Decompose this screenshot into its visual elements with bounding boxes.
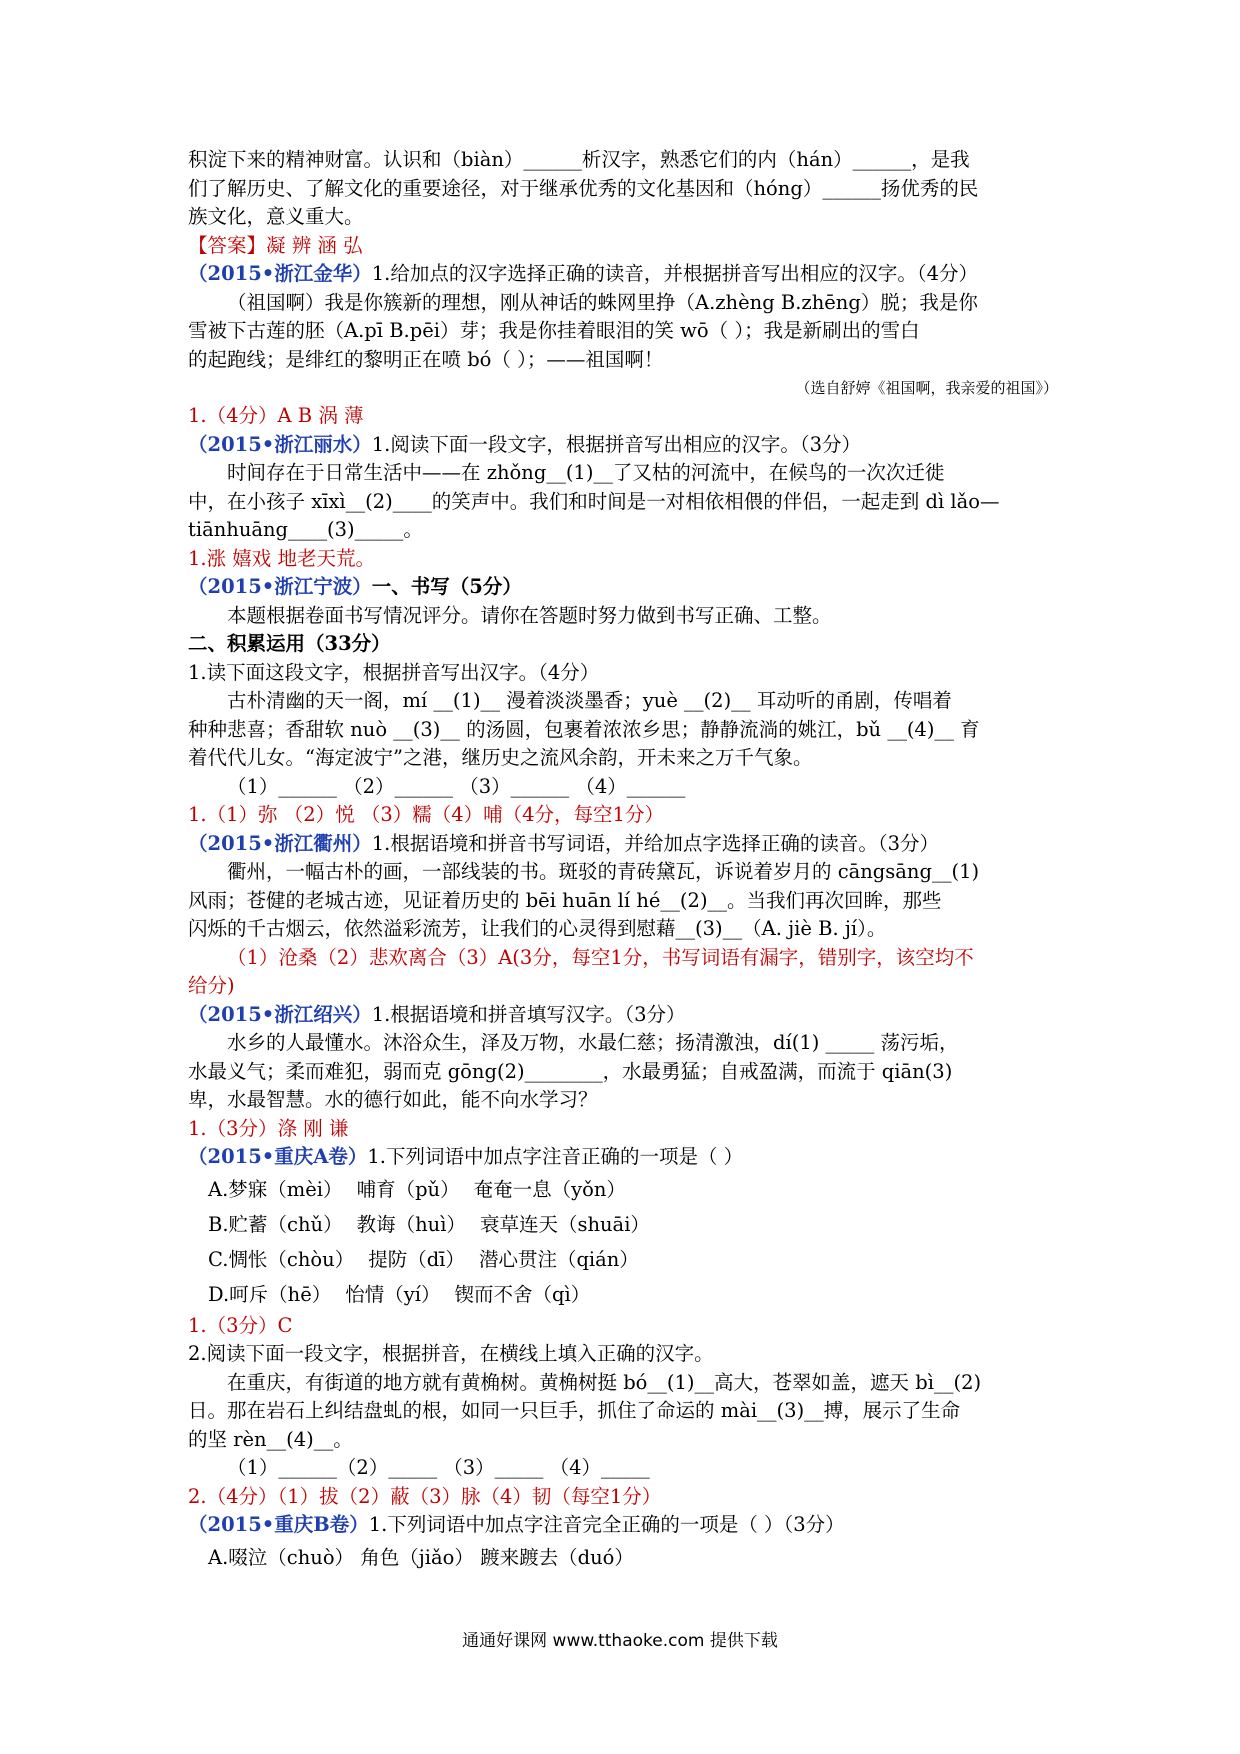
question-header	[188, 1143, 1058, 1172]
option-item: 锲而不舍（qì）	[454, 1282, 591, 1306]
document-body	[188, 146, 1058, 1575]
option-item: 怡情（yí）	[345, 1282, 441, 1306]
text-line: 卑，水最智慧。水的德行如此，能不向水学习？	[188, 1088, 598, 1111]
source-tag: （2015•浙江衢州）	[188, 831, 372, 855]
text-line: 风雨；苍健的老城古迹，见证着历史的 bēi huān lí hé__(2)__。当我们再次回眸，那些	[188, 888, 942, 912]
question-header	[188, 573, 1058, 602]
option-item: 哺育（pǔ）	[356, 1177, 460, 1201]
text-line: 日。那在岩石上纠结盘虬的根，如同一只巨手，抓住了命运的 mài__(3)__搏，展示了生命	[188, 1399, 961, 1422]
question-header	[188, 260, 1058, 289]
question-prompt: 1.根据语境和拼音书写词语，并给加点字选择正确的读音。（3分）	[371, 831, 940, 855]
answer-line: 【答案】凝 辨 涵 弘	[188, 233, 363, 257]
text-line: 衢州，一幅古朴的画，一部线装的书。斑驳的青砖黛瓦，诉说着岁月的 cāngsāng__(1)	[227, 860, 980, 883]
text-line: 闪烁的千古烟云，依然溢彩流芳，让我们的心灵得到慰藉__(3)__（A. jiè B. jí）。	[188, 917, 887, 940]
question-prompt: 1.给加点的汉字选择正确的读音，并根据拼音写出相应的汉字。（4分）	[371, 262, 979, 285]
question-header	[188, 1001, 1058, 1030]
text-line: 雪被下古莲的胚（A.pī B.pēi）芽；我是你挂着眼泪的笑 wō（ ）；我是新刷出的雪白	[188, 319, 920, 342]
text-line: 的坚 rèn__(4)__。	[188, 1427, 353, 1451]
citation-line: （选自舒婷《祖国啊，我亲爱的祖国》）	[795, 379, 1058, 397]
source-tag: （2015•浙江金华）	[188, 262, 372, 285]
option-line	[208, 1242, 1058, 1277]
text-line: 二、积累运用（33分）	[188, 632, 391, 655]
text-line: 积淀下来的精神财富。认识和（biàn）______析汉字，熟悉它们的内（hán）______，是我	[188, 148, 970, 171]
source-tag: （2015•重庆A卷）	[188, 1145, 368, 1168]
option-item: 教诲（huì）	[356, 1212, 466, 1236]
option-item: A.梦寐（mèi）	[208, 1177, 343, 1201]
text-line: （1）______ （2）______ （3）______ （4）______	[227, 774, 686, 798]
text-line: 种种悲喜；香甜软 nuò __(3)__ 的汤圆，包裹着浓浓乡思；静静流淌的姚江，bǔ __(4)__ 育	[188, 717, 980, 741]
option-line	[208, 1207, 1058, 1242]
answer-line: 1.（3分）C	[188, 1313, 293, 1337]
answer-line: 1.涨 嬉戏 地老天荒。	[188, 546, 376, 570]
option-item: B.贮蓄（chǔ）	[208, 1212, 343, 1236]
page-footer: 通通好课网 www.tthaoke.com 提供下载	[462, 1631, 778, 1651]
text-line: （1）______（2）_____ （3）_____ （4）_____	[227, 1456, 650, 1479]
question-header	[188, 830, 1058, 859]
question-prompt: 一、书写（5分）	[371, 575, 522, 598]
answer-line: 1.（3分）涤 刚 谦	[188, 1116, 349, 1140]
text-line: （祖国啊）我是你簇新的理想，刚从神话的蛛网里挣（A.zhèng B.zhēng）脱；我是你	[227, 290, 978, 314]
question-prompt: 1.下列词语中加点字注音正确的一项是（ ）	[367, 1145, 744, 1168]
question-prompt: 1.下列词语中加点字注音完全正确的一项是（ ）（3分）	[368, 1513, 845, 1536]
option-item: 奄奄一息（yǒn）	[473, 1177, 626, 1201]
question-prompt: 1.根据语境和拼音填写汉字。（3分）	[371, 1002, 686, 1026]
answer-line: （1）沧桑（2）悲欢离合（3）A(3分，每空1分，书写词语有漏字，错别字，该空均不	[227, 945, 974, 969]
text-line: 的起跑线；是绯红的黎明正在喷 bó（ ）；——祖国啊！	[188, 347, 664, 371]
option-item: D.呵斥（hē）	[208, 1282, 332, 1306]
answer-line: 1.（4分）A B 涡 薄	[188, 404, 364, 427]
option-line: A.啜泣（chuò） 角色（jiǎo） 踱来踱去（duó）	[208, 1545, 634, 1569]
source-tag: （2015•浙江宁波）	[188, 575, 372, 598]
text-line: 着代代儿女。“海定波宁”之港，继历史之流风余韵，开未来之万千气象。	[188, 746, 813, 769]
text-line: 族文化，意义重大。	[188, 205, 364, 228]
text-line: 在重庆，有街道的地方就有黄桷树。黄桷树挺 bó__(1)__高大，苍翠如盖，遮天 bì__(2)	[227, 1370, 982, 1394]
option-item: C.惆怅（chòu）	[208, 1247, 355, 1271]
option-line	[208, 1172, 1058, 1207]
answer-line: 2.（4分）（1）拔（2）蔽（3）脉（4）韧（每空1分）	[188, 1484, 662, 1508]
answer-line: 1.（1）弥 （2）悦 （3）糯（4）哺（4分，每空1分）	[188, 803, 664, 826]
source-tag: （2015•浙江丽水）	[188, 432, 372, 456]
text-line: 2.阅读下面一段文字，根据拼音，在横线上填入正确的汉字。	[188, 1342, 714, 1365]
text-line: 古朴清幽的天一阁，mí __(1)__ 漫着淡淡墨香；yuè __(2)__ 耳动听的甬剧，传唱着	[227, 689, 952, 712]
option-item: 衰草连天（shuāi）	[479, 1212, 650, 1236]
text-line: 水乡的人最懂水。沐浴众生，泽及万物，水最仁慈；扬清激浊，dí(1) _____ 荡污垢，	[227, 1031, 959, 1054]
text-line: 们了解历史、了解文化的重要途径，对于继承优秀的文化基因和（hóng）______扬优秀的民	[188, 176, 979, 200]
source-tag: （2015•浙江绍兴）	[188, 1002, 372, 1026]
option-item: 潜心贯注（qián）	[478, 1247, 639, 1271]
answer-line: 给分)	[188, 974, 235, 997]
text-line: 水最义气；柔而难犯，弱而克 gōng(2)________，水最勇猛；自戒盈满，而流于 qiān(3)	[188, 1059, 953, 1083]
option-line	[208, 1277, 1058, 1312]
question-header	[188, 431, 1058, 460]
text-line: 时间存在于日常生活中——在 zhǒng__(1)__了又枯的河流中，在候鸟的一次次迁徙	[227, 461, 945, 484]
text-line: 本题根据卷面书写情况评分。请你在答题时努力做到书写正确、工整。	[227, 603, 832, 627]
question-prompt: 1.阅读下面一段文字，根据拼音写出相应的汉字。（3分）	[371, 432, 862, 456]
text-line: 中，在小孩子 xīxì__(2)____的笑声中。我们和时间是一对相依相偎的伴侣，一起走到 dì lǎo—tiānhuāng____(3)_____。	[188, 489, 1000, 541]
source-tag: （2015•重庆B卷）	[188, 1513, 369, 1536]
option-item: 提防（dī）	[368, 1247, 465, 1271]
text-line: 1.读下面这段文字，根据拼音写出汉字。（4分）	[188, 660, 600, 684]
question-header	[188, 1511, 1058, 1540]
